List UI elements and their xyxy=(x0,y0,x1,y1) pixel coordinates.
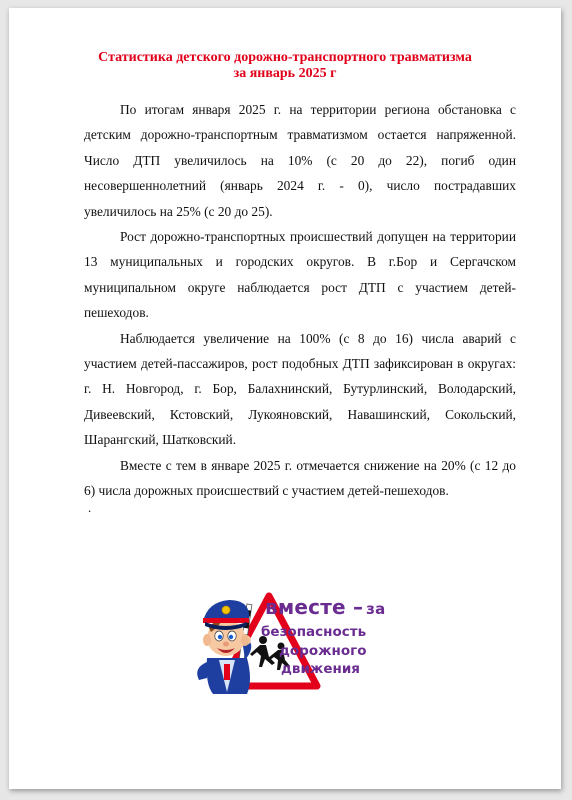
paragraph-4: Вместе с тем в январе 2025 г. отмечается снижение на 20% (с 12 до 6) числа дорожных происшествий с участием детей-пешеходов. xyxy=(84,457,516,499)
trailing-mark: . xyxy=(88,500,92,515)
logo-line-1-main: вместе – xyxy=(265,595,364,619)
logo-line-1-suffix: за xyxy=(366,600,386,618)
title-line-1: Статистика детского дорожно-транспортного травматизма xyxy=(98,50,472,65)
logo-line-4: движения xyxy=(281,661,360,677)
document-title xyxy=(9,50,561,82)
title-line-2: за январь 2025 г xyxy=(233,66,337,81)
logo-line-1 xyxy=(265,595,385,619)
logo-line-2: безопасность xyxy=(261,624,367,640)
logo-line-3: дорожного xyxy=(279,643,367,659)
paragraph-2: Рост дорожно-транспортных происшествий допущен на территории 13 муниципальных и городских округов. В г.Бор и Сергачском муниципальном округе наблюдается рост ДТП с участием детей-пешеходов. xyxy=(84,229,516,321)
paragraph-3: Наблюдается увеличение на 100% (с 8 до 16) числа аварий с участием детей-пассажиров, рост подобных ДТП зафиксирован в округах: г. Н. Новгород, г. Бор, Балахнинский, Бутурлинский, Володарский, Дивеевский, Кстовский, Лукояновский, Навашинский, Сокольский, Шарангский, Шатковский. xyxy=(84,330,516,448)
road-safety-logo xyxy=(189,588,394,700)
paragraph-1: По итогам января 2025 г. на территории региона обстановка с детским дорожно-транспортным травматизмом остается напряженной. Число ДТП увеличилось на 10% (с 20 до 22), погиб один несовершеннолетний (январь 2024 г. - 0), число пострадавших увеличилось на 25% (с 20 до 25). xyxy=(84,102,516,219)
document-body xyxy=(84,97,516,504)
document-page xyxy=(9,8,561,789)
